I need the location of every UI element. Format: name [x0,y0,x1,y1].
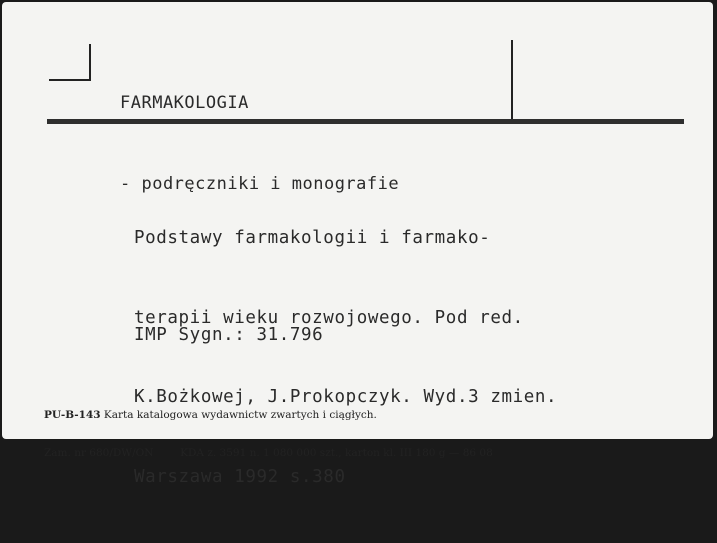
order-number: Zam. nr 680/DW/ON [44,446,154,459]
heading-right-rule [511,40,513,120]
subject-heading-title: FARMAKOLOGIA [120,93,249,113]
catalog-card [2,2,713,487]
print-footer [44,384,493,484]
corner-bracket-horizontal [49,79,91,81]
call-number: IMP Sygn.: 31.796 [134,325,324,345]
form-code: PU-B-143 [44,409,101,421]
separator-rule [47,119,684,124]
entry-line: Podstawy farmakologii i farmako- [134,228,491,248]
bibliographic-entry [134,172,557,543]
subject-heading-subtitle: - podręczniki i monografie [120,174,400,194]
footer-line-2 [44,447,493,460]
entry-line: Warszawa 1992 s.380 [134,466,346,487]
print-details: KDA z. 3591 n. 1 080 000 szt., karton kl. III 180 g — 86 08 [180,446,493,459]
entry-line: terapii wieku rozwojowego. Pod red. [134,307,524,328]
corner-bracket-vertical [89,44,91,81]
footer-line-1 [44,409,493,422]
form-description: Karta katalogowa wydawnictw zwartych i ciągłych. [103,409,377,421]
entry-line: K.Bożkowej, J.Prokopczyk. Wyd.3 zmien. [134,387,558,407]
